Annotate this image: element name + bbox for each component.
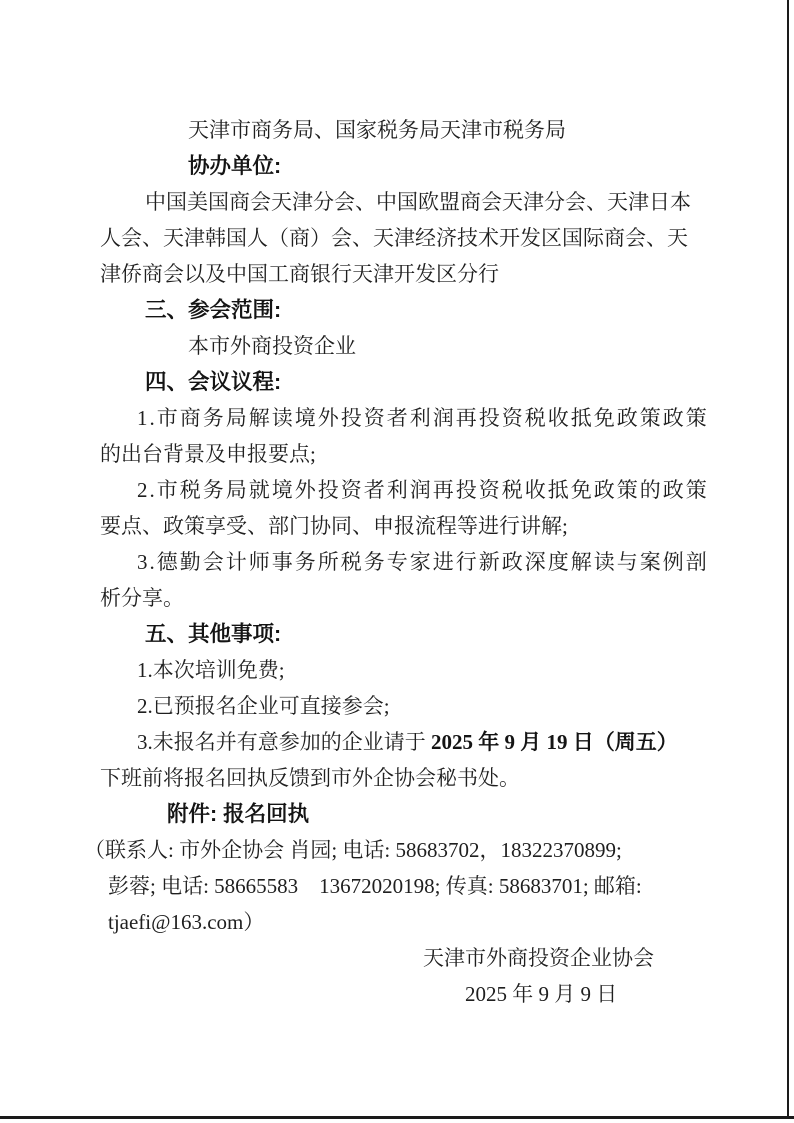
- scan-edge-bottom: [0, 1116, 794, 1119]
- doc-line: 2.市税务局就境外投资者利润再投资税收抵免政策的政策: [137, 478, 709, 502]
- doc-line: 人会、天津韩国人（商）会、天津经济技术开发区国际商会、天: [100, 226, 688, 250]
- section-heading: 五、其他事项:: [145, 622, 282, 646]
- doc-line: 3.德勤会计师事务所税务专家进行新政深度解读与案例剖: [137, 550, 709, 574]
- doc-line: 2.已预报名企业可直接参会;: [137, 694, 390, 718]
- doc-line: （联系人: 市外企协会 肖园; 电话: 58683702，18322370899;: [84, 838, 622, 862]
- doc-line: 中国美国商会天津分会、中国欧盟商会天津分会、天津日本: [145, 190, 691, 214]
- deadline-date-bold: 2025 年 9 月 19 日（周五）: [431, 730, 678, 754]
- doc-line: 的出台背景及申报要点;: [100, 442, 316, 466]
- doc-line: 津侨商会以及中国工商银行天津开发区分行: [100, 262, 499, 286]
- doc-line: 天津市外商投资企业协会: [423, 946, 654, 970]
- doc-line: 下班前将报名回执反馈到市外企协会秘书处。: [100, 766, 520, 790]
- section-heading: 四、会议议程:: [145, 370, 282, 394]
- doc-line: 要点、政策享受、部门协同、申报流程等进行讲解;: [100, 514, 568, 538]
- section-heading: 附件: 报名回执: [167, 802, 310, 826]
- doc-line: 彭蓉; 电话: 58665583 13672020198; 传真: 58683701; 邮箱:: [108, 874, 642, 898]
- section-heading: 三、参会范围:: [145, 298, 282, 322]
- scan-edge-right: [787, 0, 789, 1119]
- doc-line: 本市外商投资企业: [188, 334, 356, 358]
- document-text-flow: [84, 112, 712, 1012]
- doc-line: 天津市商务局、国家税务局天津市税务局: [188, 118, 566, 142]
- section-heading: 协办单位:: [188, 154, 282, 178]
- doc-line: 2025 年 9 月 9 日: [465, 982, 618, 1006]
- doc-line: tjaefi@163.com）: [108, 910, 265, 934]
- doc-line: [100, 724, 712, 760]
- doc-line: 1.市商务局解读境外投资者利润再投资税收抵免政策政策: [137, 406, 709, 430]
- doc-line: 1.本次培训免费;: [137, 658, 285, 682]
- doc-line: 析分享。: [100, 586, 184, 610]
- doc-line-text: 3.未报名并有意参加的企业请于: [137, 730, 431, 754]
